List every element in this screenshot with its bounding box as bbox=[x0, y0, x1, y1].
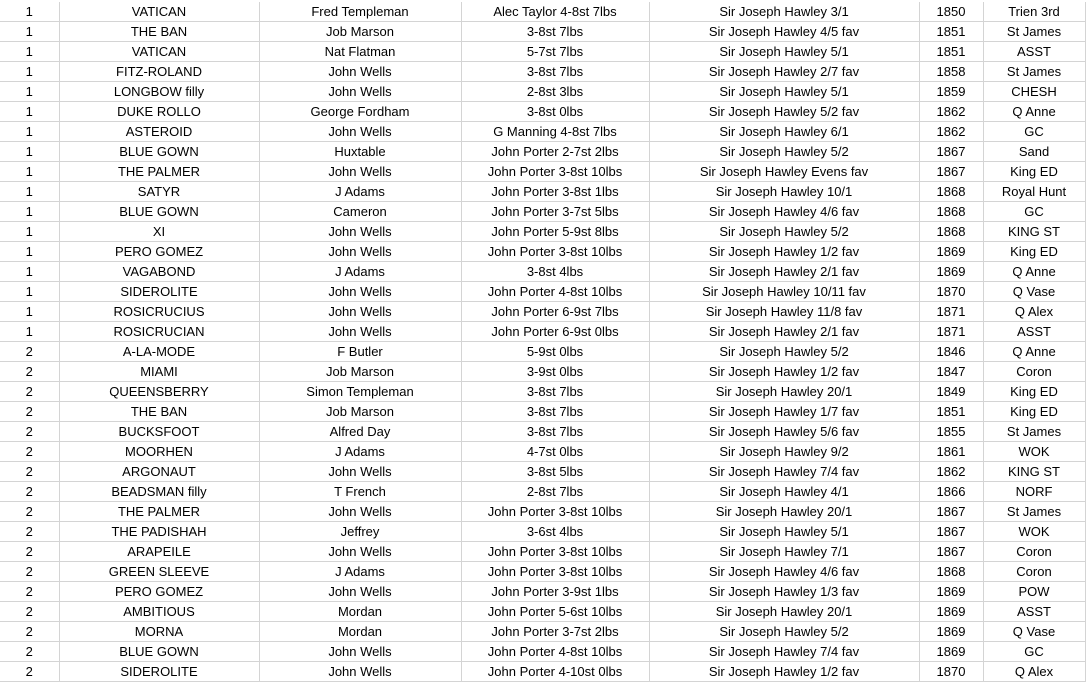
race-cell[interactable]: ASST bbox=[983, 42, 1085, 62]
position-cell[interactable]: 2 bbox=[0, 582, 59, 602]
trainer-weight-cell[interactable]: 3-8st 0lbs bbox=[461, 102, 649, 122]
trainer-weight-cell[interactable]: Alec Taylor 4-8st 7lbs bbox=[461, 2, 649, 22]
race-cell[interactable]: Q Vase bbox=[983, 622, 1085, 642]
horse-cell[interactable]: ASTEROID bbox=[59, 122, 259, 142]
owner-odds-cell[interactable]: Sir Joseph Hawley 20/1 bbox=[649, 382, 919, 402]
jockey-cell[interactable]: John Wells bbox=[259, 62, 461, 82]
year-cell[interactable]: 1871 bbox=[919, 322, 983, 342]
jockey-cell[interactable]: John Wells bbox=[259, 302, 461, 322]
horse-cell[interactable]: LONGBOW filly bbox=[59, 82, 259, 102]
jockey-cell[interactable]: F Butler bbox=[259, 342, 461, 362]
owner-odds-cell[interactable]: Sir Joseph Hawley 5/1 bbox=[649, 42, 919, 62]
owner-odds-cell[interactable]: Sir Joseph Hawley 5/2 bbox=[649, 222, 919, 242]
trainer-weight-cell[interactable]: John Porter 4-8st 10lbs bbox=[461, 282, 649, 302]
year-cell[interactable]: 1855 bbox=[919, 422, 983, 442]
trainer-weight-cell[interactable]: John Porter 6-9st 0lbs bbox=[461, 322, 649, 342]
year-cell[interactable]: 1846 bbox=[919, 342, 983, 362]
owner-odds-cell[interactable]: Sir Joseph Hawley 4/1 bbox=[649, 482, 919, 502]
year-cell[interactable]: 1869 bbox=[919, 642, 983, 662]
position-cell[interactable]: 1 bbox=[0, 2, 59, 22]
horse-cell[interactable]: DUKE ROLLO bbox=[59, 102, 259, 122]
position-cell[interactable]: 2 bbox=[0, 422, 59, 442]
position-cell[interactable]: 2 bbox=[0, 542, 59, 562]
horse-cell[interactable]: BLUE GOWN bbox=[59, 202, 259, 222]
trainer-weight-cell[interactable]: 2-8st 7lbs bbox=[461, 482, 649, 502]
race-cell[interactable]: POW bbox=[983, 582, 1085, 602]
owner-odds-cell[interactable]: Sir Joseph Hawley 2/7 fav bbox=[649, 62, 919, 82]
owner-odds-cell[interactable]: Sir Joseph Hawley 2/1 fav bbox=[649, 322, 919, 342]
table-row bbox=[0, 342, 1085, 362]
jockey-cell[interactable]: John Wells bbox=[259, 542, 461, 562]
owner-odds-cell[interactable]: Sir Joseph Hawley 4/5 fav bbox=[649, 22, 919, 42]
jockey-cell[interactable]: Huxtable bbox=[259, 142, 461, 162]
year-cell[interactable]: 1850 bbox=[919, 2, 983, 22]
race-cell[interactable]: ASST bbox=[983, 602, 1085, 622]
owner-odds-cell[interactable]: Sir Joseph Hawley 5/2 bbox=[649, 342, 919, 362]
jockey-cell[interactable]: Jeffrey bbox=[259, 522, 461, 542]
year-cell[interactable]: 1847 bbox=[919, 362, 983, 382]
position-cell[interactable]: 1 bbox=[0, 302, 59, 322]
horse-cell[interactable]: QUEENSBERRY bbox=[59, 382, 259, 402]
trainer-weight-cell[interactable]: John Porter 6-9st 7lbs bbox=[461, 302, 649, 322]
horse-cell[interactable]: THE PALMER bbox=[59, 502, 259, 522]
trainer-weight-cell[interactable]: John Porter 3-8st 1lbs bbox=[461, 182, 649, 202]
horse-cell[interactable]: AMBITIOUS bbox=[59, 602, 259, 622]
jockey-cell[interactable]: J Adams bbox=[259, 262, 461, 282]
trainer-weight-cell[interactable]: John Porter 3-9st 1lbs bbox=[461, 582, 649, 602]
table-row bbox=[0, 202, 1085, 222]
year-cell[interactable]: 1871 bbox=[919, 302, 983, 322]
jockey-cell[interactable]: John Wells bbox=[259, 82, 461, 102]
position-cell[interactable]: 2 bbox=[0, 362, 59, 382]
trainer-weight-cell[interactable]: 3-8st 4lbs bbox=[461, 262, 649, 282]
year-cell[interactable]: 1869 bbox=[919, 262, 983, 282]
year-cell[interactable]: 1867 bbox=[919, 502, 983, 522]
jockey-cell[interactable]: John Wells bbox=[259, 242, 461, 262]
table-row bbox=[0, 622, 1085, 642]
jockey-cell[interactable]: John Wells bbox=[259, 122, 461, 142]
table-row bbox=[0, 442, 1085, 462]
horse-cell[interactable]: BEADSMAN filly bbox=[59, 482, 259, 502]
jockey-cell[interactable]: John Wells bbox=[259, 502, 461, 522]
table-row bbox=[0, 162, 1085, 182]
position-cell[interactable]: 2 bbox=[0, 502, 59, 522]
race-cell[interactable]: King ED bbox=[983, 242, 1085, 262]
race-cell[interactable]: Q Vase bbox=[983, 282, 1085, 302]
trainer-weight-cell[interactable]: John Porter 4-8st 10lbs bbox=[461, 642, 649, 662]
horse-cell[interactable]: MOORHEN bbox=[59, 442, 259, 462]
race-cell[interactable]: Q Alex bbox=[983, 662, 1085, 682]
owner-odds-cell[interactable]: Sir Joseph Hawley 3/1 bbox=[649, 2, 919, 22]
trainer-weight-cell[interactable]: 3-8st 7lbs bbox=[461, 22, 649, 42]
horse-cell[interactable]: THE PADISHAH bbox=[59, 522, 259, 542]
horse-cell[interactable]: XI bbox=[59, 222, 259, 242]
table-row bbox=[0, 662, 1085, 682]
race-cell[interactable]: King ED bbox=[983, 162, 1085, 182]
table-row bbox=[0, 642, 1085, 662]
owner-odds-cell[interactable]: Sir Joseph Hawley 20/1 bbox=[649, 502, 919, 522]
race-cell[interactable]: Royal Hunt bbox=[983, 182, 1085, 202]
table-row bbox=[0, 522, 1085, 542]
year-cell[interactable]: 1869 bbox=[919, 242, 983, 262]
race-cell[interactable]: St James bbox=[983, 62, 1085, 82]
owner-odds-cell[interactable]: Sir Joseph Hawley 5/6 fav bbox=[649, 422, 919, 442]
race-cell[interactable]: Q Anne bbox=[983, 342, 1085, 362]
race-cell[interactable]: Coron bbox=[983, 362, 1085, 382]
table-row bbox=[0, 102, 1085, 122]
position-cell[interactable]: 2 bbox=[0, 622, 59, 642]
horse-cell[interactable]: MORNA bbox=[59, 622, 259, 642]
jockey-cell[interactable]: Job Marson bbox=[259, 22, 461, 42]
table-row bbox=[0, 2, 1085, 22]
position-cell[interactable]: 1 bbox=[0, 142, 59, 162]
jockey-cell[interactable]: J Adams bbox=[259, 562, 461, 582]
year-cell[interactable]: 1868 bbox=[919, 562, 983, 582]
race-cell[interactable]: St James bbox=[983, 22, 1085, 42]
trainer-weight-cell[interactable]: 5-7st 7lbs bbox=[461, 42, 649, 62]
owner-odds-cell[interactable]: Sir Joseph Hawley 6/1 bbox=[649, 122, 919, 142]
year-cell[interactable]: 1867 bbox=[919, 162, 983, 182]
owner-odds-cell[interactable]: Sir Joseph Hawley 5/2 bbox=[649, 142, 919, 162]
owner-odds-cell[interactable]: Sir Joseph Hawley 5/1 bbox=[649, 82, 919, 102]
position-cell[interactable]: 1 bbox=[0, 122, 59, 142]
owner-odds-cell[interactable]: Sir Joseph Hawley 5/1 bbox=[649, 522, 919, 542]
table-row bbox=[0, 122, 1085, 142]
table-row bbox=[0, 62, 1085, 82]
year-cell[interactable]: 1866 bbox=[919, 482, 983, 502]
jockey-cell[interactable]: John Wells bbox=[259, 222, 461, 242]
owner-odds-cell[interactable]: Sir Joseph Hawley 7/1 bbox=[649, 542, 919, 562]
jockey-cell[interactable]: Mordan bbox=[259, 622, 461, 642]
jockey-cell[interactable]: Fred Templeman bbox=[259, 2, 461, 22]
table-row bbox=[0, 242, 1085, 262]
jockey-cell[interactable]: John Wells bbox=[259, 662, 461, 682]
position-cell[interactable]: 2 bbox=[0, 442, 59, 462]
jockey-cell[interactable]: John Wells bbox=[259, 162, 461, 182]
position-cell[interactable]: 1 bbox=[0, 222, 59, 242]
position-cell[interactable]: 2 bbox=[0, 462, 59, 482]
position-cell[interactable]: 1 bbox=[0, 282, 59, 302]
year-cell[interactable]: 1869 bbox=[919, 602, 983, 622]
position-cell[interactable]: 1 bbox=[0, 242, 59, 262]
jockey-cell[interactable]: J Adams bbox=[259, 182, 461, 202]
table-row bbox=[0, 422, 1085, 442]
race-cell[interactable]: Q Anne bbox=[983, 102, 1085, 122]
year-cell[interactable]: 1869 bbox=[919, 622, 983, 642]
horse-cell[interactable]: GREEN SLEEVE bbox=[59, 562, 259, 582]
year-cell[interactable]: 1859 bbox=[919, 82, 983, 102]
owner-odds-cell[interactable]: Sir Joseph Hawley 7/4 fav bbox=[649, 462, 919, 482]
jockey-cell[interactable]: John Wells bbox=[259, 582, 461, 602]
table-row bbox=[0, 222, 1085, 242]
jockey-cell[interactable]: John Wells bbox=[259, 282, 461, 302]
spreadsheet-grid bbox=[0, 2, 1086, 682]
year-cell[interactable]: 1851 bbox=[919, 22, 983, 42]
table-row bbox=[0, 582, 1085, 602]
owner-odds-cell[interactable]: Sir Joseph Hawley 9/2 bbox=[649, 442, 919, 462]
horse-cell[interactable]: MIAMI bbox=[59, 362, 259, 382]
position-cell[interactable]: 2 bbox=[0, 522, 59, 542]
jockey-cell[interactable]: Simon Templeman bbox=[259, 382, 461, 402]
horse-cell[interactable]: A-LA-MODE bbox=[59, 342, 259, 362]
race-cell[interactable]: WOK bbox=[983, 522, 1085, 542]
year-cell[interactable]: 1869 bbox=[919, 582, 983, 602]
trainer-weight-cell[interactable]: 4-7st 0lbs bbox=[461, 442, 649, 462]
race-cell[interactable]: King ED bbox=[983, 382, 1085, 402]
table-row bbox=[0, 482, 1085, 502]
owner-odds-cell[interactable]: Sir Joseph Hawley Evens fav bbox=[649, 162, 919, 182]
owner-odds-cell[interactable]: Sir Joseph Hawley 20/1 bbox=[649, 602, 919, 622]
race-cell[interactable]: GC bbox=[983, 122, 1085, 142]
horse-cell[interactable]: BLUE GOWN bbox=[59, 142, 259, 162]
table-row bbox=[0, 142, 1085, 162]
table-row bbox=[0, 542, 1085, 562]
table-row bbox=[0, 462, 1085, 482]
trainer-weight-cell[interactable]: John Porter 2-7st 2lbs bbox=[461, 142, 649, 162]
year-cell[interactable]: 1861 bbox=[919, 442, 983, 462]
trainer-weight-cell[interactable]: 3-8st 5lbs bbox=[461, 462, 649, 482]
table-row bbox=[0, 282, 1085, 302]
year-cell[interactable]: 1862 bbox=[919, 462, 983, 482]
horse-cell[interactable]: VATICAN bbox=[59, 42, 259, 62]
position-cell[interactable]: 1 bbox=[0, 102, 59, 122]
year-cell[interactable]: 1858 bbox=[919, 62, 983, 82]
table-row bbox=[0, 402, 1085, 422]
position-cell[interactable]: 2 bbox=[0, 342, 59, 362]
race-cell[interactable]: Q Alex bbox=[983, 302, 1085, 322]
race-cell[interactable]: CHESH bbox=[983, 82, 1085, 102]
trainer-weight-cell[interactable]: 2-8st 3lbs bbox=[461, 82, 649, 102]
year-cell[interactable]: 1870 bbox=[919, 662, 983, 682]
jockey-cell[interactable]: Job Marson bbox=[259, 362, 461, 382]
trainer-weight-cell[interactable]: 3-8st 7lbs bbox=[461, 422, 649, 442]
race-cell[interactable]: Q Anne bbox=[983, 262, 1085, 282]
horse-cell[interactable]: SATYR bbox=[59, 182, 259, 202]
trainer-weight-cell[interactable]: John Porter 3-8st 10lbs bbox=[461, 562, 649, 582]
horse-cell[interactable]: BUCKSFOOT bbox=[59, 422, 259, 442]
owner-odds-cell[interactable]: Sir Joseph Hawley 2/1 fav bbox=[649, 262, 919, 282]
horse-cell[interactable]: THE BAN bbox=[59, 22, 259, 42]
year-cell[interactable]: 1868 bbox=[919, 182, 983, 202]
owner-odds-cell[interactable]: Sir Joseph Hawley 1/7 fav bbox=[649, 402, 919, 422]
race-cell[interactable]: KING ST bbox=[983, 222, 1085, 242]
race-cell[interactable]: Coron bbox=[983, 562, 1085, 582]
position-cell[interactable]: 2 bbox=[0, 482, 59, 502]
spreadsheet-body bbox=[0, 2, 1085, 682]
owner-odds-cell[interactable]: Sir Joseph Hawley 4/6 fav bbox=[649, 202, 919, 222]
trainer-weight-cell[interactable]: 3-9st 0lbs bbox=[461, 362, 649, 382]
position-cell[interactable]: 1 bbox=[0, 22, 59, 42]
trainer-weight-cell[interactable]: John Porter 5-9st 8lbs bbox=[461, 222, 649, 242]
jockey-cell[interactable]: John Wells bbox=[259, 322, 461, 342]
jockey-cell[interactable]: Cameron bbox=[259, 202, 461, 222]
horse-cell[interactable]: VAGABOND bbox=[59, 262, 259, 282]
table-row bbox=[0, 502, 1085, 522]
table-row bbox=[0, 302, 1085, 322]
trainer-weight-cell[interactable]: 3-6st 4lbs bbox=[461, 522, 649, 542]
jockey-cell[interactable]: Mordan bbox=[259, 602, 461, 622]
trainer-weight-cell[interactable]: G Manning 4-8st 7lbs bbox=[461, 122, 649, 142]
year-cell[interactable]: 1867 bbox=[919, 542, 983, 562]
jockey-cell[interactable]: George Fordham bbox=[259, 102, 461, 122]
horse-cell[interactable]: ROSICRUCIUS bbox=[59, 302, 259, 322]
race-cell[interactable]: NORF bbox=[983, 482, 1085, 502]
race-cell[interactable]: Coron bbox=[983, 542, 1085, 562]
position-cell[interactable]: 1 bbox=[0, 42, 59, 62]
horse-cell[interactable]: ARAPEILE bbox=[59, 542, 259, 562]
owner-odds-cell[interactable]: Sir Joseph Hawley 7/4 fav bbox=[649, 642, 919, 662]
owner-odds-cell[interactable]: Sir Joseph Hawley 10/11 fav bbox=[649, 282, 919, 302]
trainer-weight-cell[interactable]: John Porter 5-6st 10lbs bbox=[461, 602, 649, 622]
table-row bbox=[0, 262, 1085, 282]
trainer-weight-cell[interactable]: 3-8st 7lbs bbox=[461, 62, 649, 82]
position-cell[interactable]: 1 bbox=[0, 262, 59, 282]
position-cell[interactable]: 1 bbox=[0, 202, 59, 222]
owner-odds-cell[interactable]: Sir Joseph Hawley 1/3 fav bbox=[649, 582, 919, 602]
race-cell[interactable]: King ED bbox=[983, 402, 1085, 422]
jockey-cell[interactable]: J Adams bbox=[259, 442, 461, 462]
owner-odds-cell[interactable]: Sir Joseph Hawley 4/6 fav bbox=[649, 562, 919, 582]
year-cell[interactable]: 1868 bbox=[919, 222, 983, 242]
horse-cell[interactable]: FITZ-ROLAND bbox=[59, 62, 259, 82]
owner-odds-cell[interactable]: Sir Joseph Hawley 10/1 bbox=[649, 182, 919, 202]
jockey-cell[interactable]: Job Marson bbox=[259, 402, 461, 422]
jockey-cell[interactable]: Alfred Day bbox=[259, 422, 461, 442]
horse-cell[interactable]: PERO GOMEZ bbox=[59, 582, 259, 602]
horse-cell[interactable]: SIDEROLITE bbox=[59, 662, 259, 682]
table-row bbox=[0, 82, 1085, 102]
owner-odds-cell[interactable]: Sir Joseph Hawley 1/2 fav bbox=[649, 662, 919, 682]
table-row bbox=[0, 602, 1085, 622]
jockey-cell[interactable]: Nat Flatman bbox=[259, 42, 461, 62]
horse-cell[interactable]: THE PALMER bbox=[59, 162, 259, 182]
year-cell[interactable]: 1867 bbox=[919, 142, 983, 162]
position-cell[interactable]: 1 bbox=[0, 182, 59, 202]
year-cell[interactable]: 1867 bbox=[919, 522, 983, 542]
position-cell[interactable]: 2 bbox=[0, 602, 59, 622]
race-cell[interactable]: ASST bbox=[983, 322, 1085, 342]
horse-cell[interactable]: SIDEROLITE bbox=[59, 282, 259, 302]
race-cell[interactable]: St James bbox=[983, 502, 1085, 522]
table-row bbox=[0, 42, 1085, 62]
trainer-weight-cell[interactable]: 3-8st 7lbs bbox=[461, 402, 649, 422]
horse-cell[interactable]: BLUE GOWN bbox=[59, 642, 259, 662]
trainer-weight-cell[interactable]: John Porter 3-8st 10lbs bbox=[461, 502, 649, 522]
trainer-weight-cell[interactable]: John Porter 3-8st 10lbs bbox=[461, 542, 649, 562]
year-cell[interactable]: 1862 bbox=[919, 122, 983, 142]
trainer-weight-cell[interactable]: John Porter 3-8st 10lbs bbox=[461, 162, 649, 182]
year-cell[interactable]: 1868 bbox=[919, 202, 983, 222]
horse-cell[interactable]: ROSICRUCIAN bbox=[59, 322, 259, 342]
year-cell[interactable]: 1870 bbox=[919, 282, 983, 302]
trainer-weight-cell[interactable]: John Porter 3-7st 2lbs bbox=[461, 622, 649, 642]
jockey-cell[interactable]: John Wells bbox=[259, 642, 461, 662]
trainer-weight-cell[interactable]: John Porter 3-7st 5lbs bbox=[461, 202, 649, 222]
race-cell[interactable]: GC bbox=[983, 642, 1085, 662]
horse-cell[interactable]: VATICAN bbox=[59, 2, 259, 22]
year-cell[interactable]: 1851 bbox=[919, 402, 983, 422]
race-cell[interactable]: Trien 3rd bbox=[983, 2, 1085, 22]
position-cell[interactable]: 1 bbox=[0, 62, 59, 82]
year-cell[interactable]: 1862 bbox=[919, 102, 983, 122]
trainer-weight-cell[interactable]: 3-8st 7lbs bbox=[461, 382, 649, 402]
table-row bbox=[0, 382, 1085, 402]
position-cell[interactable]: 2 bbox=[0, 662, 59, 682]
table-row bbox=[0, 362, 1085, 382]
year-cell[interactable]: 1851 bbox=[919, 42, 983, 62]
position-cell[interactable]: 2 bbox=[0, 402, 59, 422]
table-row bbox=[0, 182, 1085, 202]
owner-odds-cell[interactable]: Sir Joseph Hawley 11/8 fav bbox=[649, 302, 919, 322]
position-cell[interactable]: 1 bbox=[0, 162, 59, 182]
horse-cell[interactable]: ARGONAUT bbox=[59, 462, 259, 482]
year-cell[interactable]: 1849 bbox=[919, 382, 983, 402]
trainer-weight-cell[interactable]: 5-9st 0lbs bbox=[461, 342, 649, 362]
table-row bbox=[0, 562, 1085, 582]
horse-cell[interactable]: THE BAN bbox=[59, 402, 259, 422]
owner-odds-cell[interactable]: Sir Joseph Hawley 1/2 fav bbox=[649, 242, 919, 262]
table-row bbox=[0, 22, 1085, 42]
race-cell[interactable]: Sand bbox=[983, 142, 1085, 162]
position-cell[interactable]: 2 bbox=[0, 642, 59, 662]
position-cell[interactable]: 1 bbox=[0, 82, 59, 102]
owner-odds-cell[interactable]: Sir Joseph Hawley 1/2 fav bbox=[649, 362, 919, 382]
race-cell[interactable]: GC bbox=[983, 202, 1085, 222]
trainer-weight-cell[interactable]: John Porter 4-10st 0lbs bbox=[461, 662, 649, 682]
position-cell[interactable]: 2 bbox=[0, 382, 59, 402]
table-row bbox=[0, 322, 1085, 342]
position-cell[interactable]: 1 bbox=[0, 322, 59, 342]
horse-cell[interactable]: PERO GOMEZ bbox=[59, 242, 259, 262]
position-cell[interactable]: 2 bbox=[0, 562, 59, 582]
owner-odds-cell[interactable]: Sir Joseph Hawley 5/2 fav bbox=[649, 102, 919, 122]
race-cell[interactable]: St James bbox=[983, 422, 1085, 442]
race-cell[interactable]: WOK bbox=[983, 442, 1085, 462]
jockey-cell[interactable]: John Wells bbox=[259, 462, 461, 482]
race-cell[interactable]: KING ST bbox=[983, 462, 1085, 482]
owner-odds-cell[interactable]: Sir Joseph Hawley 5/2 bbox=[649, 622, 919, 642]
trainer-weight-cell[interactable]: John Porter 3-8st 10lbs bbox=[461, 242, 649, 262]
jockey-cell[interactable]: T French bbox=[259, 482, 461, 502]
